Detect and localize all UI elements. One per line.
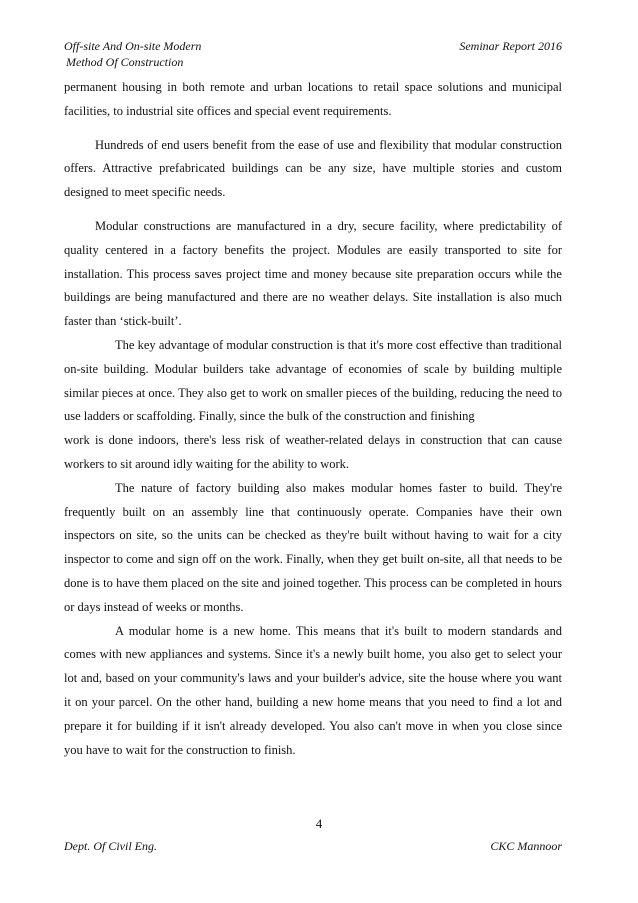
paragraph: The nature of factory building also makes modular homes faster to build. They're frequently built on an assembly line that continuously operate. Companies have their own inspectors on site, so the units can be checked as they're built without having to wait for a city inspector to come and sign off on the work. Finally, when they get built on-site, all that needs to be done is to have them placed on the site and joined together. This process can be completed in hours or days instead of weeks or months. [64, 480, 562, 614]
paragraph: work is done indoors, there's less risk of weather-related delays in construction that can cause workers to sit around idly waiting for the ability to work. [64, 433, 562, 471]
header-report-label: Seminar Report 2016 [459, 39, 562, 53]
paragraph: permanent housing in both remote and urban locations to retail space solutions and municipal facilities, to industrial site offices and special event requirements. [64, 80, 562, 118]
paragraph: Modular constructions are manufactured in a dry, secure facility, where predictability of quality centered in a factory benefits the project. Modules are easily transported to site for installation. This process saves project time and money because site preparation occurs while the buildings are being manufactured and there are no weather delays. Site installation is also much faster than ‘stick-built’. [64, 218, 562, 329]
paragraph: Hundreds of end users benefit from the ease of use and flexibility that modular construction offers. Attractive prefabricated buildings can be any size, have multiple stories and custom designed to meet specific needs. [64, 137, 562, 200]
footer-institution: CKC Mannoor [490, 839, 562, 853]
paragraph: The key advantage of modular construction is that it's more cost effective than traditional on-site building. Modular builders take advantage of economies of scale by building multiple similar pieces at once. They also get to work on smaller pieces of the building, reducing the need to use ladders or scaffolding. Finally, since the bulk of the construction and finishing [64, 337, 562, 424]
header-title-line2: Method Of Construction [66, 55, 184, 69]
header-title [64, 38, 201, 70]
page-number: 4 [315, 816, 323, 831]
footer-department: Dept. Of Civil Eng. [64, 839, 157, 853]
body-text [64, 76, 562, 762]
header-title-line1: Off-site And On-site Modern [64, 39, 202, 53]
paragraph: A modular home is a new home. This means that it's built to modern standards and comes with new appliances and systems. Since it's a newly built home, you also get to select your lot and, based on your community's laws and your builder's advice, site the house where you want it on your parcel. On the other hand, building a new home means that you need to find a lot and prepare it for building if it isn't already developed. You also can't move in when you close since you have to wait for the construction to finish. [64, 623, 562, 757]
